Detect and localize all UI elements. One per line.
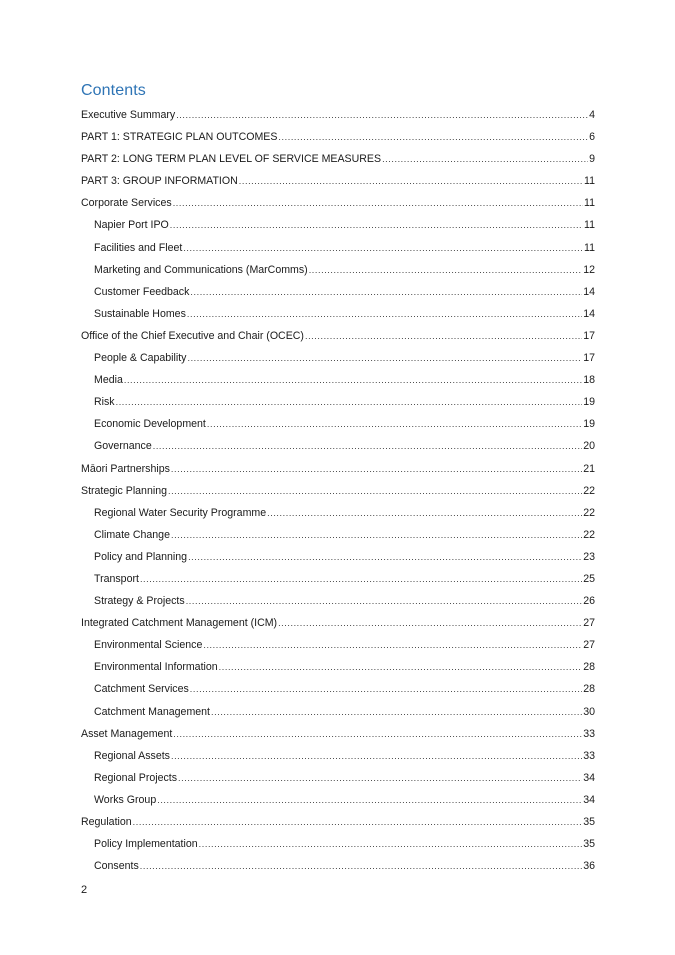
toc-entry-page-number[interactable]: 6 [589, 131, 595, 144]
toc-entry-label[interactable]: Catchment Services [94, 683, 189, 696]
toc-entry[interactable] [81, 413, 595, 435]
toc-entry[interactable] [81, 325, 595, 347]
toc-entry[interactable] [81, 458, 595, 480]
toc-entry-label[interactable]: PART 1: STRATEGIC PLAN OUTCOMES [81, 131, 278, 144]
toc-entry-page-number[interactable]: 14 [583, 307, 595, 320]
toc-entry-label[interactable]: People & Capability [94, 352, 187, 365]
toc-entry-page-number[interactable]: 35 [583, 838, 595, 851]
toc-dot-leader [173, 723, 582, 745]
toc-title: Contents [81, 82, 146, 99]
toc-dot-leader [305, 325, 582, 347]
toc-entry-label[interactable]: Regional Water Security Programme [94, 506, 267, 519]
toc-entry-label[interactable]: Customer Feedback [94, 285, 190, 298]
toc-entry-page-number[interactable]: 22 [583, 506, 595, 519]
toc-entry[interactable] [81, 656, 595, 678]
toc-dot-leader [203, 634, 582, 656]
toc-entry-label[interactable]: Strategy & Projects [94, 595, 185, 608]
toc-entry[interactable] [81, 303, 595, 325]
toc-entry[interactable] [81, 590, 595, 612]
toc-entry[interactable] [81, 767, 595, 789]
toc-entry[interactable] [81, 502, 595, 524]
toc-dot-leader [140, 855, 582, 877]
toc-dot-leader [153, 435, 582, 457]
toc-dot-leader [116, 391, 583, 413]
toc-entry[interactable] [81, 347, 595, 369]
toc-entry-page-number[interactable]: 30 [583, 705, 595, 718]
toc-entry-label[interactable]: Catchment Management [94, 705, 211, 718]
toc-dot-leader [171, 745, 582, 767]
toc-entry-label[interactable]: Works Group [94, 793, 157, 806]
toc-entry[interactable] [81, 678, 595, 700]
page-number: 2 [81, 884, 88, 896]
toc-entry-page-number[interactable]: 12 [583, 263, 595, 276]
toc-entry-page-number[interactable]: 34 [583, 771, 595, 784]
toc-entry-page-number[interactable]: 11 [584, 175, 595, 188]
toc-entry-label[interactable]: Transport [94, 572, 139, 585]
toc-entry-page-number[interactable]: 11 [584, 241, 595, 254]
toc-dot-leader [309, 259, 583, 281]
toc-entry-page-number[interactable]: 33 [583, 749, 595, 762]
toc-entry-label[interactable]: Sustainable Homes [94, 307, 186, 320]
toc-entry-page-number[interactable]: 23 [583, 550, 595, 563]
toc-entry[interactable] [81, 546, 595, 568]
toc-entry-label[interactable]: Māori Partnerships [81, 462, 170, 475]
toc-dot-leader [124, 369, 582, 391]
toc-entry-page-number[interactable]: 9 [589, 153, 595, 166]
toc-entry-page-number[interactable]: 22 [583, 484, 595, 497]
toc-dot-leader [173, 192, 583, 214]
toc-entry-page-number[interactable]: 20 [583, 440, 595, 453]
toc-entry[interactable] [81, 701, 595, 723]
toc-entry-label[interactable]: Climate Change [94, 528, 170, 541]
toc-entry[interactable] [81, 192, 595, 214]
toc-entry-page-number[interactable]: 19 [583, 396, 595, 409]
toc-entry[interactable] [81, 170, 595, 192]
toc-entry[interactable] [81, 369, 595, 391]
toc-entry-label[interactable]: Environmental Information [94, 661, 218, 674]
toc-dot-leader [176, 104, 588, 126]
toc-entry-label[interactable]: Regional Assets [94, 749, 170, 762]
toc-dot-leader [211, 701, 582, 723]
toc-entry[interactable] [81, 568, 595, 590]
toc-entry-page-number[interactable]: 26 [583, 595, 595, 608]
toc-entry-page-number[interactable]: 35 [583, 816, 595, 828]
toc-entry[interactable] [81, 148, 595, 170]
toc-dot-leader [133, 811, 583, 833]
toc-entry[interactable] [81, 612, 595, 634]
toc-dot-leader [157, 789, 582, 811]
toc-entry-label[interactable]: Policy Implementation [94, 838, 198, 851]
toc-entry[interactable] [81, 281, 595, 303]
toc-dot-leader [278, 126, 588, 148]
toc-entry[interactable] [81, 391, 595, 413]
toc-entry[interactable] [81, 126, 595, 148]
table-of-contents [81, 104, 595, 877]
toc-entry[interactable] [81, 259, 595, 281]
toc-dot-leader [267, 502, 582, 524]
toc-entry-page-number[interactable]: 34 [583, 793, 595, 806]
toc-entry-page-number[interactable]: 28 [583, 683, 595, 696]
toc-entry-label[interactable]: Regulation [81, 816, 132, 828]
toc-entry-page-number[interactable]: 27 [583, 617, 595, 630]
toc-entry-label[interactable]: Consents [94, 860, 139, 873]
toc-entry[interactable] [81, 480, 595, 502]
toc-dot-leader [199, 833, 583, 855]
toc-entry-label[interactable]: Facilities and Fleet [94, 241, 183, 254]
toc-entry-label[interactable]: Napier Port IPO [94, 219, 169, 232]
toc-entry-page-number[interactable]: 21 [583, 462, 595, 475]
toc-dot-leader [188, 546, 582, 568]
toc-dot-leader [190, 678, 582, 700]
toc-entry-page-number[interactable]: 36 [583, 860, 595, 873]
toc-dot-leader [187, 347, 582, 369]
toc-dot-leader [190, 281, 582, 303]
toc-entry-label[interactable]: Policy and Planning [94, 550, 188, 563]
toc-entry[interactable] [81, 237, 595, 259]
toc-dot-leader [207, 413, 582, 435]
toc-entry-page-number[interactable]: 33 [583, 727, 595, 740]
toc-entry[interactable] [81, 723, 595, 745]
toc-entry-label[interactable]: Risk [94, 396, 115, 409]
toc-entry[interactable] [81, 855, 595, 877]
toc-entry[interactable] [81, 104, 595, 126]
toc-entry[interactable] [81, 811, 595, 833]
toc-entry[interactable] [81, 435, 595, 457]
toc-entry-page-number[interactable]: 17 [583, 352, 595, 365]
toc-dot-leader [219, 656, 583, 678]
toc-dot-leader [382, 148, 588, 170]
toc-entry[interactable] [81, 214, 595, 236]
toc-entry[interactable] [81, 634, 595, 656]
toc-dot-leader [171, 524, 582, 546]
toc-entry-label[interactable]: Environmental Science [94, 639, 203, 652]
toc-entry-page-number[interactable]: 11 [584, 219, 595, 232]
toc-dot-leader [171, 458, 582, 480]
toc-entry-label[interactable]: PART 2: LONG TERM PLAN LEVEL OF SERVICE MEASURES [81, 153, 382, 166]
toc-entry-page-number[interactable]: 4 [589, 109, 595, 121]
toc-entry-label[interactable]: Asset Management [81, 727, 173, 740]
toc-entry-label[interactable]: Corporate Services [81, 197, 172, 210]
toc-entry-label[interactable]: Marketing and Communications (MarComms) [94, 263, 308, 276]
toc-entry-label[interactable]: Executive Summary [81, 109, 176, 121]
toc-entry-label[interactable]: Regional Projects [94, 771, 178, 784]
toc-entry-label[interactable]: Media [94, 374, 123, 387]
toc-entry-page-number[interactable]: 17 [583, 329, 595, 342]
toc-dot-leader [140, 568, 582, 590]
toc-entry-page-number[interactable]: 25 [583, 572, 595, 585]
toc-dot-leader [170, 214, 583, 236]
toc-entry-label[interactable]: Economic Development [94, 418, 206, 431]
toc-entry[interactable] [81, 524, 595, 546]
toc-dot-leader [278, 612, 582, 634]
toc-dot-leader [183, 237, 583, 259]
toc-entry[interactable] [81, 833, 595, 855]
toc-dot-leader [168, 480, 582, 502]
toc-entry-label[interactable]: Integrated Catchment Management (ICM) [81, 617, 278, 630]
toc-entry-page-number[interactable]: 11 [584, 197, 595, 210]
toc-entry-label[interactable]: Strategic Planning [81, 484, 167, 497]
toc-dot-leader [186, 590, 583, 612]
toc-entry-page-number[interactable]: 14 [583, 285, 595, 298]
toc-dot-leader [187, 303, 582, 325]
toc-entry-page-number[interactable]: 27 [583, 639, 595, 652]
toc-entry[interactable] [81, 745, 595, 767]
toc-entry-page-number[interactable]: 22 [583, 528, 595, 541]
toc-entry-label[interactable]: Office of the Chief Executive and Chair (OCEC) [81, 329, 304, 342]
toc-entry-page-number[interactable]: 18 [583, 374, 595, 387]
toc-entry[interactable] [81, 789, 595, 811]
toc-dot-leader [178, 767, 582, 789]
toc-entry-page-number[interactable]: 19 [583, 418, 595, 431]
toc-entry-page-number[interactable]: 28 [583, 661, 595, 674]
toc-dot-leader [239, 170, 583, 192]
toc-entry-label[interactable]: PART 3: GROUP INFORMATION [81, 175, 238, 188]
toc-entry-label[interactable]: Governance [94, 440, 152, 453]
